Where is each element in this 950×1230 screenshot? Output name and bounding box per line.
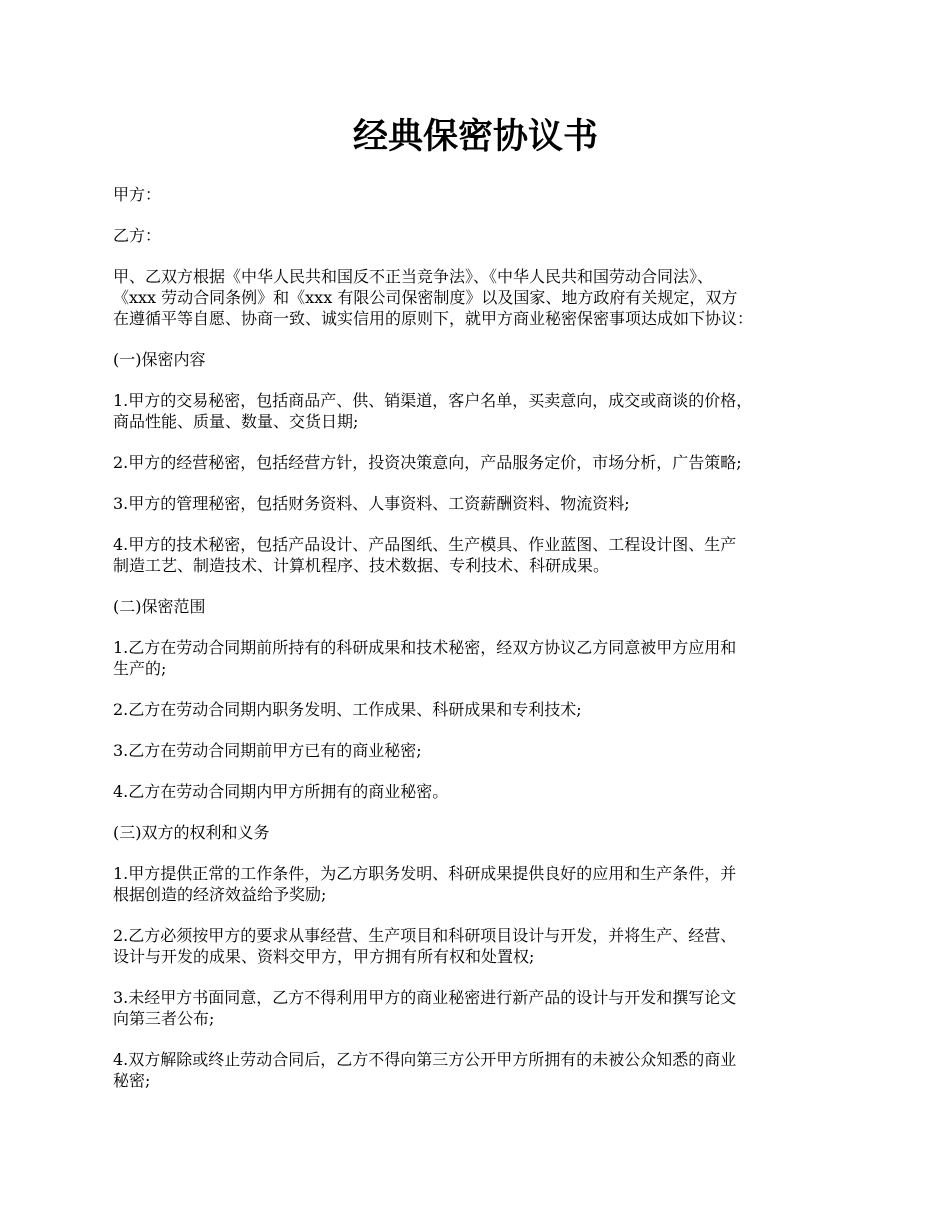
scope-item-3: 3.乙方在劳动合同期前甲方已有的商业秘密; [113,741,422,760]
content-item-2: 2.甲方的经营秘密，包括经营方针，投资决策意向，产品服务定价，市场分析，广告策略; [113,453,742,472]
scope-item-4: 4.乙方在劳动合同期内甲方所拥有的商业秘密。 [113,782,449,801]
document-title: 经典保密协议书 [352,116,598,157]
party-b-line: 乙方： [113,226,162,245]
scope-item-2: 2.乙方在劳动合同期内职务发明、工作成果、科研成果和专利技术; [113,700,582,719]
content-item-4: 4.甲方的技术秘密，包括产品设计、产品图纸、生产模具、作业蓝图、工程设计图、生产 制造工艺、制造技术、计算机程序、技术数据、专利技术、科研成果。 [113,535,737,575]
scope-item-1: 1.乙方在劳动合同期前所持有的科研成果和技术秘密，经双方协议乙方同意被甲方应用和 生产的; [113,638,737,678]
preamble-paragraph: 甲、乙双方根据《中华人民共和国反不正当竞争法》、《中华人民共和国劳动合同法》、 《xxx 劳动合同条例》和《xxx 有限公司保密制度》以及国家、地方政府有关规定，双方 在遵循平等自愿、协商一致、诚实信用的原则下，就甲方商业秘密保密事项达成如下协议： [113,267,754,328]
section-heading-content: (一)保密内容 [113,350,206,369]
rights-item-2: 2.乙方必须按甲方的要求从事经营、生产项目和科研项目设计与开发，并将生产、经营、 设计与开发的成果、资料交甲方，甲方拥有所有权和处置权; [113,926,737,966]
party-a-line: 甲方： [113,185,162,204]
rights-item-1: 1.甲方提供正常的工作条件，为乙方职务发明、科研成果提供良好的应用和生产条件，并 根据创造的经济效益给予奖励; [113,864,737,904]
section-heading-rights: (三)双方的权利和义务 [113,823,270,842]
content-item-1: 1.甲方的交易秘密，包括商品产、供、销渠道，客户名单，买卖意向，成交或商谈的价格， 商品性能、质量、数量、交货日期; [113,391,753,431]
content-item-3: 3.甲方的管理秘密，包括财务资料、人事资料、工资薪酬资料、物流资料; [113,494,630,513]
rights-item-4: 4.双方解除或终止劳动合同后，乙方不得向第三方公开甲方所拥有的未被公众知悉的商业 秘密; [113,1050,737,1090]
rights-item-3: 3.未经甲方书面同意，乙方不得利用甲方的商业秘密进行新产品的设计与开发和撰写论文 向第三者公布; [113,988,737,1028]
section-heading-scope: (二)保密范围 [113,597,206,616]
